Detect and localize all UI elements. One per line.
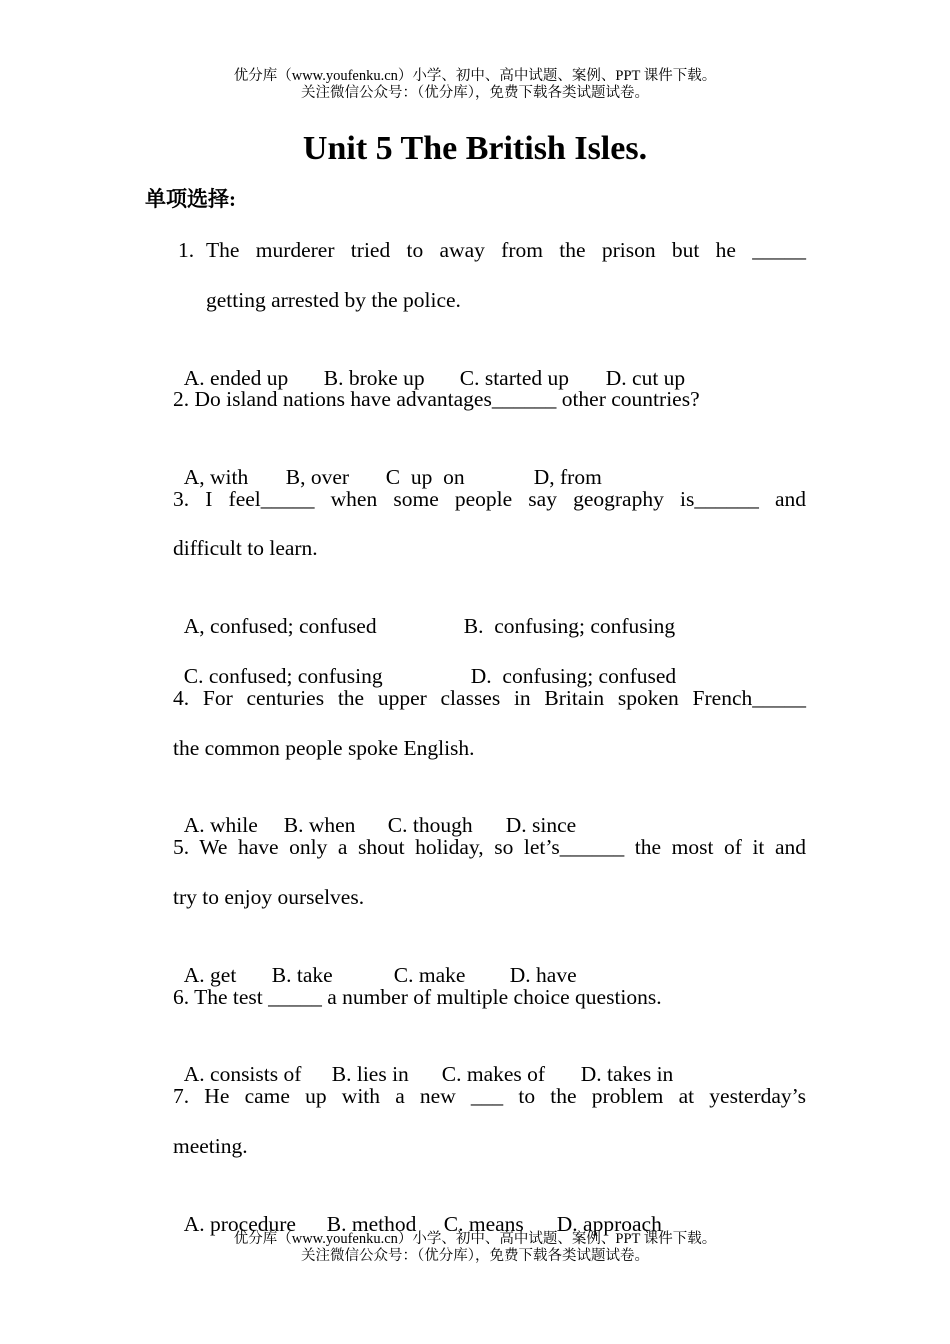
question-5-stem-line-1: 5. We have only a shout holiday, so let’s______ the most of it and [173, 835, 806, 859]
question-4-options [173, 783, 576, 839]
question-3-options-row-2 [173, 634, 676, 690]
question-1-number: 1. [178, 238, 195, 262]
question-2-options [173, 435, 602, 491]
option-c: C. though [387, 813, 473, 837]
option-b: B. when [283, 813, 356, 837]
question-6-stem-line-1: 6. The test _____ a number of multiple choice questions. [173, 985, 662, 1009]
question-1-options [173, 336, 685, 392]
option-c: C. makes of [441, 1062, 546, 1086]
option-d: D. approach [556, 1212, 662, 1236]
question-3-stem-line-1: 3. I feel_____ when some people say geography is______ and [173, 487, 806, 511]
question-5-options [173, 933, 577, 989]
option-c: C. make [393, 963, 466, 987]
page-header [0, 68, 950, 102]
question-1-stem-line-1: The murderer tried to away from the prison but he _____ [206, 238, 806, 262]
page-footer [0, 1231, 950, 1265]
question-1-stem-line-2: getting arrested by the police. [206, 288, 461, 312]
option-d: D. takes in [580, 1062, 674, 1086]
option-b: B. confusing; confusing [463, 614, 676, 638]
option-d: D. have [509, 963, 577, 987]
option-c: C. means [443, 1212, 524, 1236]
option-b: B, over [285, 465, 350, 489]
option-c: C. started up [459, 366, 570, 390]
footer-line-1: 优分库（www.youfenku.cn）小学、初中、高中试题、案例、PPT 课件下载。 [233, 1231, 717, 1247]
header-line-2: 关注微信公众号：（优分库），免费下载各类试题试卷。 [301, 85, 649, 101]
question-7-options [173, 1182, 662, 1238]
option-d: D. cut up [605, 366, 686, 390]
option-c: C up on [385, 465, 465, 489]
question-5-stem-line-2: try to enjoy ourselves. [173, 885, 365, 909]
option-a: A. ended up [183, 366, 289, 390]
question-7-stem-line-2: meeting. [173, 1134, 248, 1158]
question-4-stem-line-2: the common people spoke English. [173, 736, 475, 760]
section-label: 单项选择: [145, 187, 236, 211]
question-2-stem-line-1: 2. Do island nations have advantages______ other countries? [173, 387, 700, 411]
question-4-stem-line-1: 4. For centuries the upper classes in Britain spoken French_____ [173, 686, 806, 710]
option-b: B. lies in [331, 1062, 409, 1086]
option-a: A. procedure [183, 1212, 296, 1236]
option-c: C. confused; confusing [183, 664, 383, 688]
option-d: D. confusing; confused [470, 664, 677, 688]
question-3-options-row-1 [173, 584, 675, 640]
option-b: B. take [271, 963, 333, 987]
page-title: Unit 5 The British Isles. [302, 130, 648, 167]
header-line-1: 优分库（www.youfenku.cn）小学、初中、高中试题、案例、PPT 课件下载。 [233, 68, 717, 84]
option-a: A. get [183, 963, 237, 987]
question-7-stem-line-1: 7. He came up with a new ___ to the problem at yesterday’s [173, 1084, 806, 1108]
question-3-stem-line-2: difficult to learn. [173, 536, 318, 560]
option-a: A, with [183, 465, 249, 489]
option-a: A. while [183, 813, 258, 837]
option-a: A. consists of [183, 1062, 302, 1086]
option-d: D, from [533, 465, 602, 489]
option-a: A, confused; confused [183, 614, 377, 638]
footer-line-2: 关注微信公众号：（优分库），免费下载各类试题试卷。 [301, 1248, 649, 1264]
option-d: D. since [505, 813, 577, 837]
question-6-options [173, 1032, 673, 1088]
option-b: B. method [326, 1212, 417, 1236]
option-b: B. broke up [323, 366, 425, 390]
